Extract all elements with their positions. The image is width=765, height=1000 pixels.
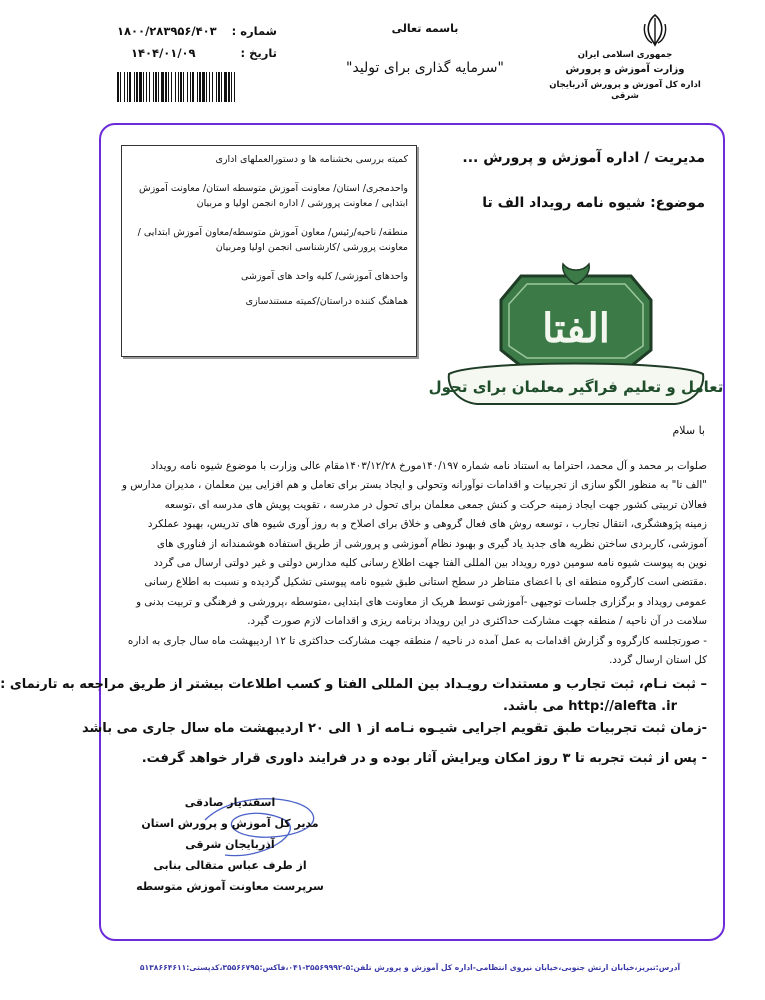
org-line-1: جمهوری اسلامی ایران bbox=[577, 50, 673, 60]
body-line: سلامت در آن ناحیه / منطقه جهت مشارکت حداکثری در این رویداد برنامه ریزی و اقدامات لازم صورت گیرد. bbox=[247, 615, 707, 628]
body-line: آموزشی، کاربردی ساختن نظریه های جدید یاد گیری و بهبود نظام آموزشی و پرورشی از طریق استفاده هوشمندانه از فناوری های bbox=[156, 537, 707, 550]
recipient-line: کمیته بررسی بخشنامه ها و دستورالعملهای اداری bbox=[215, 154, 408, 165]
signer-name: اسفندیار صادقی bbox=[184, 796, 276, 809]
subject-line: موضوع: شیوه نامه رویداد الف تا bbox=[482, 195, 705, 211]
bismillah: باسمه تعالی bbox=[391, 22, 459, 35]
body-line: - صورتجلسه کارگروه و گزارش اقدامات به عمل آمده در ناحیه / منطقه جهت مشارکت حداکثری تا ۱۲ اردیبهشت ماه سال جاری به اداره bbox=[127, 634, 707, 647]
body-line: عمومی رویداد و برگزاری جلسات توجیهی -آموزشی توسط هریک از معاونت های ابتدایی ،متوسطه ،پرورشی و فرهنگی و تربیت بدنی و bbox=[136, 595, 707, 608]
bullet-edit-window: - پس از ثبت تجربه تا ۳ روز امکان ویرایش آثار بوده و در فرایند داوری قرار خواهد گرفت. bbox=[141, 751, 707, 767]
recipient-line: هماهنگ کننده دراستان/کمیته مستندسازی bbox=[245, 296, 408, 307]
body-line: .مقتضی است کارگروه منطقه ای با اعضای متناظر در سطح استانی طبق شیوه نامه پیوستی تشکیل گردیده و نسبت به اطلاع رسانی bbox=[144, 576, 707, 589]
body-line: زمینه پژوهشگری، انتقال تجارب ، توسعه روش های فعال گروهی و خلاق برای اصلاح و به روز آوری شیوه های تدریس، بهبود عملکرد bbox=[147, 518, 707, 531]
bullet-registration: – ثبت نـام، ثبت تجارب و مستندات رویـداد بین المللی الفتا و کسب اطلاعات بیشتر از طریق مراجعه به تارنمای : bbox=[0, 677, 707, 693]
recipients-box bbox=[121, 145, 417, 357]
letter-number-row bbox=[117, 24, 277, 40]
address-title: مدیریت / اداره آموزش و پرورش ... bbox=[462, 150, 705, 166]
recipient-line: واحدهای آموزشی/ کلیه واحد های آموزشی bbox=[241, 271, 408, 282]
org-line-3: اداره کل آموزش و پرورش آذربایجان شرقی bbox=[549, 80, 701, 101]
letter-body bbox=[0, 457, 707, 770]
letter-date-row bbox=[117, 46, 277, 62]
greeting: با سلام bbox=[672, 424, 705, 437]
org-line-2: وزارت آموزش و پرورش bbox=[565, 64, 685, 75]
signer-on-behalf: از طرف عباس متقالی بنابی bbox=[153, 859, 307, 872]
letter-date-label: تاریخ : bbox=[240, 46, 277, 60]
signer-title: مدیر کل آموزش و پرورش استان bbox=[141, 817, 319, 830]
recipient-line: واحدمجری/ استان/ معاونت آموزش متوسطه استان/ معاونت آموزش ابتدایی / معاونت پرورشی / اداره انجمن اولیا و مربیان bbox=[138, 183, 408, 209]
logo-caption: تعامل و تعلیم فراگیر معلمان برای تحول bbox=[428, 378, 724, 396]
letter-date-value: ۱۴۰۴/۰۱/۰۹ bbox=[131, 46, 196, 60]
letter-number-value: ۱۸۰۰/۲۸۳۹۵۶/۴۰۳ bbox=[117, 24, 217, 38]
body-line: نوین به پیوست شیوه نامه سومین دوره رویداد بین المللی الفتا جهت اطلاع رسانی کلیه مدارس دولتی و غیر دولتی ارسال می گردد bbox=[153, 557, 707, 570]
barcode-icon bbox=[117, 72, 237, 102]
iran-emblem-icon bbox=[638, 12, 672, 48]
signer-province: آذربایجان شرقی bbox=[185, 838, 275, 851]
letter-number-label: شماره : bbox=[231, 24, 277, 38]
body-line: فعالان تربیتی کشور جهت ایجاد زمینه حرکت و کنش جمعی معلمان برای تحول در مدرسه ، تقویت پویش های مدرسه ای ،توسعه bbox=[164, 498, 707, 511]
body-line: کل استان ارسال گردد. bbox=[609, 654, 707, 667]
body-line: صلوات بر محمد و آل محمد، احتراما به استناد نامه شماره ۱۴۰/۱۹۷مورخ ۱۴۰۳/۱۲/۲۸مقام عالی وزارت با موضوع شیوه نامه رویداد bbox=[150, 460, 707, 472]
slogan: "سرمایه گذاری برای تولید" bbox=[346, 60, 504, 76]
recipient-line: منطقه/ ناحیه/رئیس/ معاون آموزش متوسطه/معاون آموزش ابتدایی / معاونت پرورشی /کارشناسی انجمن اولیا ومربیان bbox=[137, 227, 408, 253]
alefta-logo bbox=[428, 262, 724, 412]
footer-address: آدرس:تبریز،خیابان ارتش جنوبی،خیابان نیروی انتظامی-اداره کل آموزش و پرورش تلفن:۵-۳۵۵۶۹۹۹۲-۰۴۱،فاکس:۳۵۵۶۶۷۹۵،کدپستی:۵۱۳۸۶۶۴۶۱۱ bbox=[139, 963, 681, 972]
logo-word: الفتا bbox=[542, 305, 610, 352]
bullet-website[interactable]: http://alefta .ir می باشد. bbox=[503, 699, 677, 715]
signer-role: سرپرست معاونت آموزش متوسطه bbox=[136, 880, 324, 893]
body-line: "الف تا" به منظور الگو سازی از تجربیات و اقدامات نوآورانه وتحولی و ایجاد بستر برای تعامل و هم افزایی بین معلمان ، مدیران مدارس و bbox=[121, 479, 707, 492]
signature-block bbox=[125, 792, 335, 897]
bullet-timeline: -زمان ثبت تجربیات طبق تقویم اجرایی شیـوه نـامه از ۱ الی ۲۰ اردیبهشت ماه سال جاری می باشد bbox=[82, 721, 707, 737]
